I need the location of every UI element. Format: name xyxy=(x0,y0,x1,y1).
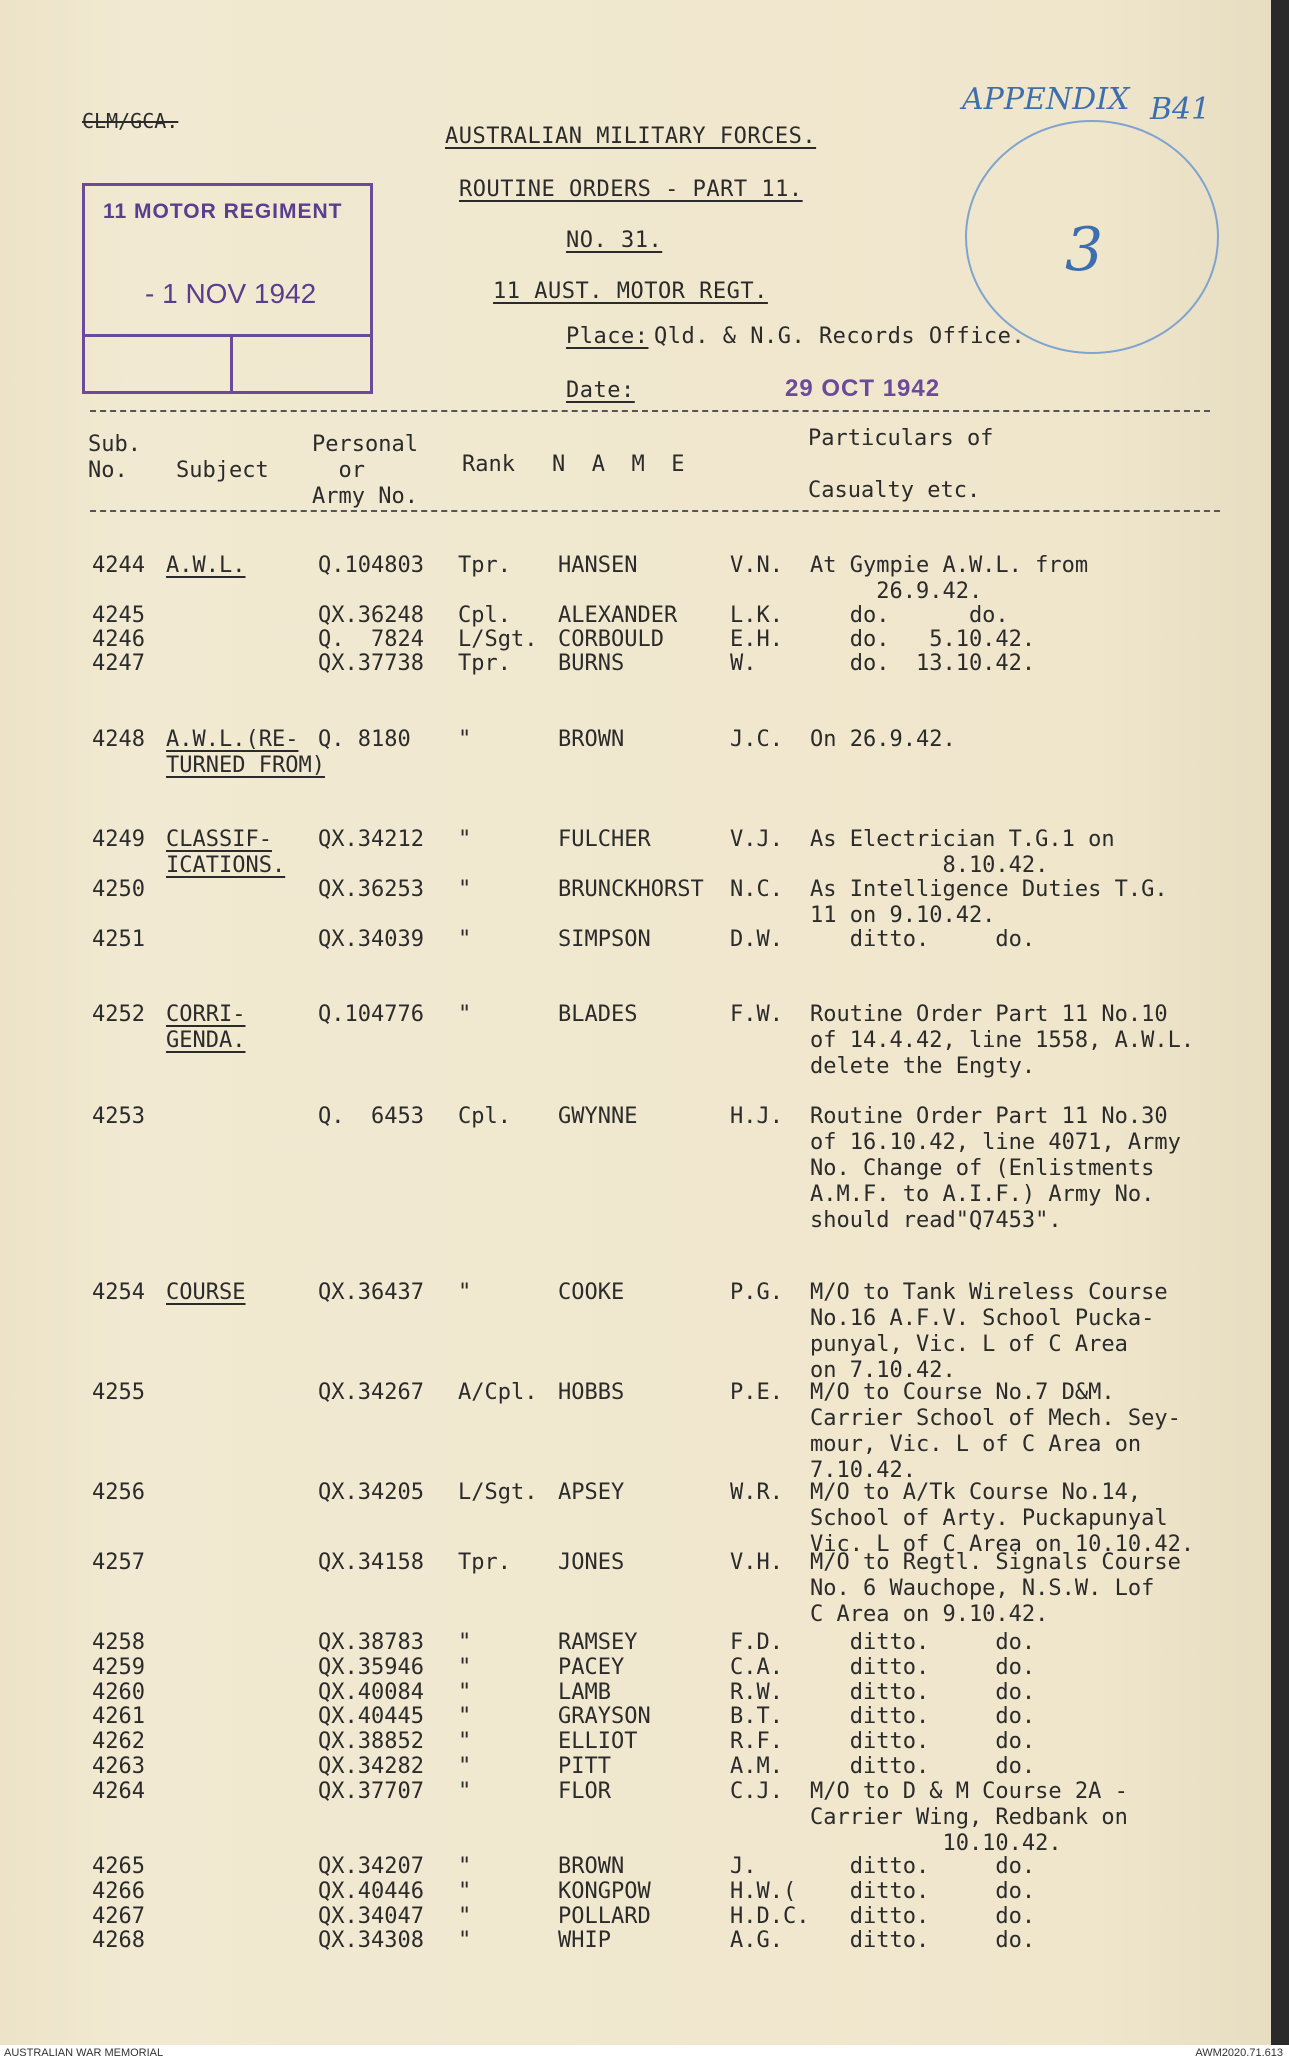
row-initials: P.E. xyxy=(730,1380,783,1405)
row-army-no: QX.36437 xyxy=(318,1280,424,1305)
footer-right: AWM2020.71.613 xyxy=(1195,2047,1283,2059)
row-initials: N.C. xyxy=(730,877,783,902)
row-particulars: ditto. do. xyxy=(810,1680,1036,1705)
row-rank: " xyxy=(458,1630,472,1655)
row-sub-no: 4245 xyxy=(92,603,145,628)
row-particulars: M/O to Regtl. Signals Course No. 6 Wauchope, N.S.W. Lof C Area on 9.10.42. xyxy=(810,1550,1181,1627)
row-surname: HANSEN xyxy=(558,553,638,578)
row-rank: Cpl. xyxy=(458,603,511,628)
handwritten-mark: 3 xyxy=(1065,215,1104,285)
row-sub-no: 4267 xyxy=(92,1904,145,1929)
row-rank: " xyxy=(458,1280,472,1305)
row-particulars: ditto. do. xyxy=(810,1704,1036,1729)
row-particulars: ditto. do. xyxy=(810,1854,1036,1879)
row-sub-no: 4255 xyxy=(92,1380,145,1405)
row-rank: " xyxy=(458,1704,472,1729)
footer-left: AUSTRALIAN WAR MEMORIAL xyxy=(4,2047,164,2059)
row-sub-no: 4250 xyxy=(92,877,145,902)
row-initials: A.M. xyxy=(730,1754,783,1779)
column-particulars: Particulars of Casualty etc. xyxy=(808,426,994,503)
row-sub-no: 4260 xyxy=(92,1680,145,1705)
row-sub-no: 4268 xyxy=(92,1928,145,1953)
row-army-no: QX.34267 xyxy=(318,1380,424,1405)
row-surname: BRUNCKHORST xyxy=(558,877,704,902)
row-initials: C.J. xyxy=(730,1779,783,1804)
row-rank: " xyxy=(458,1928,472,1953)
row-surname: BURNS xyxy=(558,651,625,676)
row-rank: L/Sgt. xyxy=(458,1480,538,1505)
handwritten-code: B41 xyxy=(1150,92,1211,127)
row-sub-no: 4248 xyxy=(92,727,145,752)
row-rank: " xyxy=(458,827,472,852)
row-surname: FULCHER xyxy=(558,827,651,852)
row-surname: WHIP xyxy=(558,1928,611,1953)
row-rank: " xyxy=(458,1655,472,1680)
place-value: Qld. & N.G. Records Office. xyxy=(654,324,1026,349)
row-initials: F.W. xyxy=(730,1002,783,1027)
row-initials: H.W.( xyxy=(730,1879,797,1904)
row-rank: Tpr. xyxy=(458,553,511,578)
row-particulars: M/O to A/Tk Course No.14, School of Arty. Puckapunyal Vic. L of C Area on 10.10.42. xyxy=(810,1480,1195,1557)
row-surname: RAMSEY xyxy=(558,1630,638,1655)
header-line2: ROUTINE ORDERS - PART 11. xyxy=(459,177,803,202)
row-army-no: QX.34212 xyxy=(318,827,424,852)
row-particulars: do. 5.10.42. xyxy=(810,627,1036,652)
row-subject: CLASSIF- ICATIONS. xyxy=(166,827,286,878)
row-rank: " xyxy=(458,1779,472,1804)
row-subject: COURSE xyxy=(166,1280,246,1305)
row-sub-no: 4257 xyxy=(92,1550,145,1575)
row-rank: " xyxy=(458,927,472,952)
place-label: Place: xyxy=(566,324,649,349)
stamp-divider-vertical xyxy=(230,334,233,391)
column-rank: Rank xyxy=(462,452,515,477)
row-sub-no: 4253 xyxy=(92,1104,145,1129)
row-army-no: QX.34207 xyxy=(318,1854,424,1879)
row-initials: E.H. xyxy=(730,627,783,652)
row-rank: " xyxy=(458,1680,472,1705)
row-rank: " xyxy=(458,1754,472,1779)
row-sub-no: 4263 xyxy=(92,1754,145,1779)
row-sub-no: 4254 xyxy=(92,1280,145,1305)
row-army-no: Q. 6453 xyxy=(318,1104,424,1129)
row-initials: D.W. xyxy=(730,927,783,952)
row-particulars: Routine Order Part 11 No.10 of 14.4.42, line 1558, A.W.L. delete the Engty. xyxy=(810,1002,1195,1079)
row-rank: " xyxy=(458,1854,472,1879)
row-particulars: ditto. do. xyxy=(810,1655,1036,1680)
row-subject: CORRI- GENDA. xyxy=(166,1002,246,1053)
row-rank: L/Sgt. xyxy=(458,627,538,652)
row-particulars: As Intelligence Duties T.G. 11 on 9.10.42. xyxy=(810,877,1168,928)
row-initials: W.R. xyxy=(730,1480,783,1505)
row-initials: A.G. xyxy=(730,1928,783,1953)
row-initials: W. xyxy=(730,651,757,676)
row-army-no: QX.38852 xyxy=(318,1729,424,1754)
row-surname: POLLARD xyxy=(558,1904,651,1929)
row-army-no: QX.40446 xyxy=(318,1879,424,1904)
row-initials: H.J. xyxy=(730,1104,783,1129)
row-army-no: QX.36248 xyxy=(318,603,424,628)
row-particulars: M/O to Tank Wireless Course No.16 A.F.V. School Pucka- punyal, Vic. L of C Area on 7.10.42. xyxy=(810,1280,1168,1383)
row-initials: J. xyxy=(730,1854,757,1879)
row-particulars: M/O to Course No.7 D&M. Carrier School of Mech. Sey- mour, Vic. L of C Area on 7.10.42. xyxy=(810,1380,1181,1483)
row-particulars: On 26.9.42. xyxy=(810,727,956,752)
row-sub-no: 4249 xyxy=(92,827,145,852)
row-army-no: QX.37707 xyxy=(318,1779,424,1804)
row-particulars: ditto. do. xyxy=(810,927,1036,952)
row-initials: B.T. xyxy=(730,1704,783,1729)
row-surname: KONGPOW xyxy=(558,1879,651,1904)
row-initials: V.J. xyxy=(730,827,783,852)
row-particulars: Routine Order Part 11 No.30 of 16.10.42, line 4071, Army No. Change of (Enlistments A.M.F. to A.I.F.) Army No. should read"Q7453". xyxy=(810,1104,1181,1233)
row-particulars: ditto. do. xyxy=(810,1754,1036,1779)
header-line3: NO. 31. xyxy=(566,228,663,253)
row-surname: APSEY xyxy=(558,1480,625,1505)
row-sub-no: 4264 xyxy=(92,1779,145,1804)
row-initials: P.G. xyxy=(730,1280,783,1305)
row-rank: " xyxy=(458,727,472,752)
row-surname: GWYNNE xyxy=(558,1104,638,1129)
row-army-no: QX.40445 xyxy=(318,1704,424,1729)
row-initials: H.D.C. xyxy=(730,1904,810,1929)
row-army-no: QX.36253 xyxy=(318,877,424,902)
row-rank: A/Cpl. xyxy=(458,1380,538,1405)
row-rank: " xyxy=(458,1729,472,1754)
row-sub-no: 4246 xyxy=(92,627,145,652)
row-surname: ALEXANDER xyxy=(558,603,678,628)
row-army-no: Q.104803 xyxy=(318,553,424,578)
row-sub-no: 4251 xyxy=(92,927,145,952)
row-particulars: ditto. do. xyxy=(810,1729,1036,1754)
column-subject: Subject xyxy=(176,458,269,483)
row-sub-no: 4261 xyxy=(92,1704,145,1729)
row-initials: R.W. xyxy=(730,1680,783,1705)
row-rank: Cpl. xyxy=(458,1104,511,1129)
column-sub-no: Sub. No. xyxy=(88,432,141,483)
row-initials: V.H. xyxy=(730,1550,783,1575)
date-stamp: 29 OCT 1942 xyxy=(785,375,941,402)
row-sub-no: 4256 xyxy=(92,1480,145,1505)
row-initials: L.K. xyxy=(730,603,783,628)
row-particulars: do. 13.10.42. xyxy=(810,651,1036,676)
row-rank: Tpr. xyxy=(458,1550,511,1575)
stamp-divider xyxy=(85,334,370,337)
row-army-no: QX.37738 xyxy=(318,651,424,676)
row-surname: FLOR xyxy=(558,1779,611,1804)
row-army-no: QX.34158 xyxy=(318,1550,424,1575)
row-army-no: QX.34282 xyxy=(318,1754,424,1779)
row-surname: BROWN xyxy=(558,1854,625,1879)
row-rank: " xyxy=(458,1879,472,1904)
row-surname: BROWN xyxy=(558,727,625,752)
row-army-no: Q. 8180 xyxy=(318,727,411,752)
row-particulars: do. do. xyxy=(810,603,1009,628)
header-rule-top xyxy=(90,410,1210,412)
row-surname: LAMB xyxy=(558,1680,611,1705)
header-rule-bottom xyxy=(90,510,1220,512)
row-army-no: QX.34205 xyxy=(318,1480,424,1505)
row-particulars: At Gympie A.W.L. from 26.9.42. xyxy=(810,553,1089,604)
row-particulars: ditto. do. xyxy=(810,1904,1036,1929)
row-surname: PITT xyxy=(558,1754,611,1779)
row-army-no: Q.104776 xyxy=(318,1002,424,1027)
row-sub-no: 4266 xyxy=(92,1879,145,1904)
row-sub-no: 4247 xyxy=(92,651,145,676)
stamp-unit: 11 MOTOR REGIMENT xyxy=(103,200,343,223)
row-initials: R.F. xyxy=(730,1729,783,1754)
row-army-no: QX.38783 xyxy=(318,1630,424,1655)
row-sub-no: 4258 xyxy=(92,1630,145,1655)
row-rank: Tpr. xyxy=(458,651,511,676)
row-surname: JONES xyxy=(558,1550,625,1575)
row-sub-no: 4252 xyxy=(92,1002,145,1027)
row-initials: F.D. xyxy=(730,1630,783,1655)
row-initials: C.A. xyxy=(730,1655,783,1680)
row-surname: SIMPSON xyxy=(558,927,651,952)
column-personal-no: Personal or Army No. xyxy=(312,432,418,509)
row-subject: A.W.L. xyxy=(166,553,246,578)
row-army-no: QX.35946 xyxy=(318,1655,424,1680)
row-particulars: ditto. do. xyxy=(810,1879,1036,1904)
row-army-no: Q. 7824 xyxy=(318,627,424,652)
row-sub-no: 4262 xyxy=(92,1729,145,1754)
header-line4: 11 AUST. MOTOR REGT. xyxy=(493,279,768,304)
page-edge xyxy=(1271,0,1289,2045)
row-surname: GRAYSON xyxy=(558,1704,651,1729)
row-surname: PACEY xyxy=(558,1655,625,1680)
row-army-no: QX.34047 xyxy=(318,1904,424,1929)
row-surname: BLADES xyxy=(558,1002,638,1027)
handwritten-appendix: APPENDIX xyxy=(962,82,1130,117)
row-surname: ELLIOT xyxy=(558,1729,638,1754)
footer-bar xyxy=(0,2045,1289,2061)
row-surname: CORBOULD xyxy=(558,627,664,652)
row-army-no: QX.34039 xyxy=(318,927,424,952)
row-army-no: QX.40084 xyxy=(318,1680,424,1705)
row-sub-no: 4265 xyxy=(92,1854,145,1879)
row-rank: " xyxy=(458,1904,472,1929)
stamp-date: - 1 NOV 1942 xyxy=(145,278,317,309)
regiment-stamp xyxy=(82,183,373,394)
row-particulars: As Electrician T.G.1 on 8.10.42. xyxy=(810,827,1115,878)
row-surname: HOBBS xyxy=(558,1380,625,1405)
row-particulars: ditto. do. xyxy=(810,1928,1036,1953)
column-name: N A M E xyxy=(552,452,685,477)
row-surname: COOKE xyxy=(558,1280,625,1305)
row-initials: J.C. xyxy=(730,727,783,752)
row-sub-no: 4244 xyxy=(92,553,145,578)
row-particulars: M/O to D & M Course 2A - Carrier Wing, Redbank on 10.10.42. xyxy=(810,1779,1128,1856)
row-subject: A.W.L.(RE- TURNED FROM) xyxy=(166,727,325,778)
row-army-no: QX.34308 xyxy=(318,1928,424,1953)
row-particulars: ditto. do. xyxy=(810,1630,1036,1655)
row-sub-no: 4259 xyxy=(92,1655,145,1680)
row-rank: " xyxy=(458,877,472,902)
date-label: Date: xyxy=(566,378,635,403)
row-rank: " xyxy=(458,1002,472,1027)
header-line1: AUSTRALIAN MILITARY FORCES. xyxy=(445,124,817,149)
row-initials: V.N. xyxy=(730,553,783,578)
reference-code: CLM/GCA. xyxy=(82,109,179,133)
